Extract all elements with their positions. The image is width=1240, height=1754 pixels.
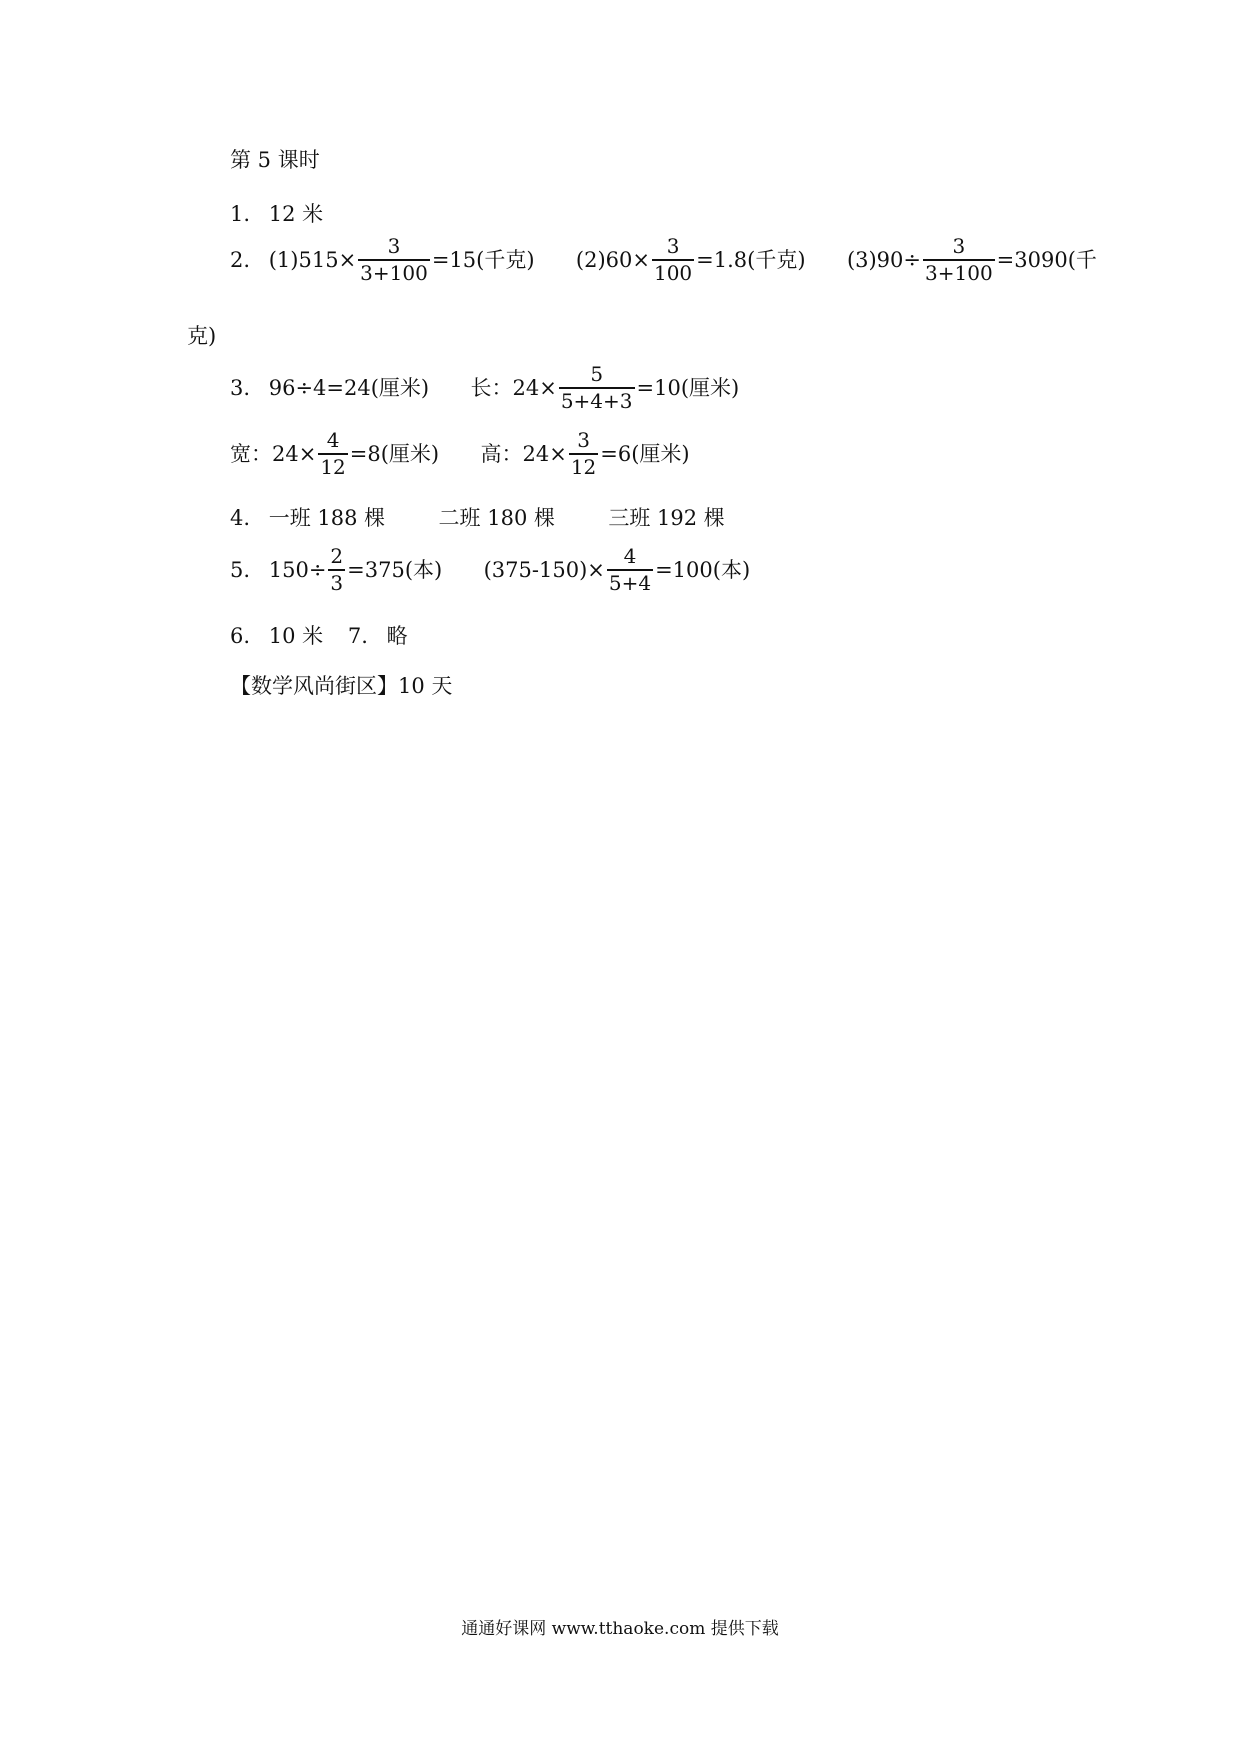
answer-2-wrap: 克) <box>187 324 217 348</box>
answer-3: 3. 96÷4=24(厘米) 长：24× $\frac{5}{5+4+3}$ =10(厘米) <box>230 362 740 413</box>
question-number: 2. <box>230 248 251 272</box>
answer-3-line2: 宽：24× $\frac{4}{12}$ =8(厘米) 高：24× $\frac{3}{12}$ =6(厘米) <box>230 428 690 479</box>
answer-text: 12 米 <box>268 201 324 226</box>
fraction: $\frac{5}{5+4+3}$ <box>560 362 633 413</box>
question-number: 1. <box>230 201 251 226</box>
question-number: 7. <box>347 623 368 648</box>
fraction: $\frac{4}{5+4}$ <box>608 544 652 595</box>
answer-4: 4. 一班 188 棵 二班 180 棵 三班 192 棵 <box>230 505 725 530</box>
lesson-title: 第 5 课时 <box>230 148 320 172</box>
fraction: $\frac{2}{3}$ <box>330 544 344 595</box>
fraction: $\frac{3}{12}$ <box>570 428 597 479</box>
fraction: $\frac{4}{12}$ <box>320 428 346 479</box>
footer-source: 通通好课网 www.tthaoke.com 提供下载 <box>461 1619 779 1639</box>
fraction: $\frac{3}{3+100}$ <box>925 234 993 285</box>
question-number: 5. <box>230 558 251 582</box>
question-number: 4. <box>230 505 251 530</box>
fraction: $\frac{3}{3+100}$ <box>360 234 428 285</box>
answer-6-7: 6. 10 米 7. 略 <box>230 623 408 648</box>
fraction: $\frac{3}{100}$ <box>653 234 693 285</box>
answer-2: 2. (1)515× $\frac{3}{3+100}$ =15(千克) (2)60× $\frac{3}{100}$ =1.8(千克) (3)90÷ $\frac{3}{3+100}$ =3090(千 <box>230 234 1097 285</box>
question-number: 3. <box>230 376 251 400</box>
bonus-answer: 【数学风尚街区】10 天 <box>230 674 453 698</box>
answer-1 <box>230 198 323 228</box>
answer-5: 5. 150÷ $\frac{2}{3}$ =375(本) (375-150)× $\frac{4}{5+4}$ =100(本) <box>230 544 751 595</box>
question-number: 6. <box>230 623 251 648</box>
